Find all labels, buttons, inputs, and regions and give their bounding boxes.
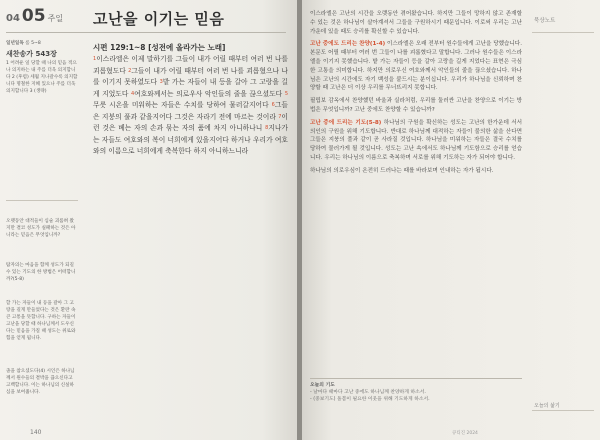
verse-number: 8 bbox=[265, 125, 269, 131]
sidebar-note-2: 졸을 참으셨도다(4) 시인은 하나님께서 원수들의 결박을 끊으신다고 고백합니다. 이는 하나님의 신실하심을 보여줍니다. bbox=[6, 369, 75, 395]
verse-text: 지나가는 자들도 여호와의 복이 너희에게 있을지어다 하거나 우리가 여호와의 이름으로 너희에게 축복한다 하지 아니하느니라 bbox=[93, 124, 288, 155]
section-1-title: 고난 중에도 드리는 찬양(1-4) bbox=[310, 41, 386, 48]
verse-number: 5 bbox=[284, 90, 288, 97]
section-2-title: 고난 중에 드리는 기도(5-8) bbox=[310, 119, 382, 126]
verse-text: 이런 것은 베는 자의 손과 묶는 자의 품에 차지 아니하나니 bbox=[93, 112, 288, 132]
verse-number: 6 bbox=[271, 102, 275, 108]
verse-text: 이스라엘은 이제 말하기를 그들이 내가 어릴 때부터 여러 번 나를 괴롭혔도다 bbox=[93, 55, 288, 75]
verse-text: 무릇 시온을 미워하는 자들은 수치를 당하여 물러갈지어다 bbox=[93, 101, 272, 109]
verse-number: 4 bbox=[130, 90, 135, 97]
reading-ref: 롬 5~8 bbox=[25, 41, 41, 46]
closing-paragraph: 하나님의 의로우심이 온전히 드러나는 때를 바라보며 인내하는 자가 됩시다. bbox=[310, 167, 494, 174]
verse-text: 밭 가는 자들이 내 등을 갈아 그 고랑을 길게 지었도다 bbox=[93, 78, 288, 98]
scripture-text bbox=[93, 54, 288, 158]
verse-text: 여호와께서는 의로우사 악인들의 줄을 끊으셨도다 bbox=[134, 89, 285, 98]
right-page bbox=[302, 0, 600, 440]
verse-text: 그들이 내가 어릴 때부터 여러 번 나를 괴롭혔으나 나를 이기지 못하였도다 bbox=[93, 66, 288, 86]
day-of-week: 주일 bbox=[47, 14, 64, 23]
left-page bbox=[0, 0, 298, 440]
hymn-lyrics: 1 어려운 일 당할 때 나의 믿음 적으나 의지하는 내 주를 더욱 의지합니다 2 (후렴) 세월 지나갈수록 의지합니다 명철한 지혜 있으나 주를 더욱 의지합니다 3 (생략) bbox=[6, 61, 78, 94]
verse-number: 2 bbox=[128, 67, 132, 74]
sidebar-note-1: 할 가는 자들이 내 등을 갈아 그 고랑을 길게 만들었다는 것은 환란 속 큰 고통을 뜻합니다. 구하는 자들이 고난을 당할 때 하나님께서 도우신다는 믿음을 가질 때 성도는 위로와 힘을 얻게 됩니다. bbox=[6, 301, 76, 341]
verse-number: 1 bbox=[93, 56, 97, 62]
verse-number: 3 bbox=[159, 79, 163, 85]
sidebar-divider bbox=[6, 200, 78, 201]
week-number: 04 bbox=[6, 13, 20, 24]
section-1 bbox=[310, 40, 522, 93]
day-number: 05 bbox=[21, 6, 46, 26]
section-2-body: 하나님의 구원을 확신하는 성도는 고난의 한가운데 서서 의인의 구원을 위해 기도합니다. 반대로 하나님께 대적하는 자들이 불의한 삶을 산다면 그들은 지붕의 풀과 같이 곧 사라질 것입니다. 하나님을 미워하는 자들은 결국 수치를 당하여 물러가게 될 것입니다. 성도는 고난 속에서도 하나님께 기도함으로 승리를 얻습니다. 우리는 하나님의 이름으로 축복하며 서로를 위해 기도하는 자가 되어야 합니다. bbox=[310, 119, 523, 161]
sidebar-question-1: 오랫동안 대적들이 심술 괴롭혀 왔지만 결코 성도가 실패하는 것은 아니라는 믿음은 무엇입니까? bbox=[6, 219, 76, 238]
prayer-box bbox=[310, 382, 522, 403]
section-1-body: 이스라엘은 오래 전부터 원수들에게 고난을 당했습니다. 본문도 어릴 때부터 여러 번 그들이 나를 괴롭혔다고 말합니다. 그러나 원수들은 이스라엘을 이기지 못했습니다. 밭 가는 자들이 등을 갈아 고랑을 길게 지었다는 표현은 극심한 고통을 의미합니다. 하지만 의로우신 여호와께서 악인들의 줄을 끊으셨습니다. 하나님은 고난의 시간에도 자기 백성을 붙드시는 분이십니다. 우리가 하나님을 신뢰하며 찬양할 때 고난은 더 이상 우리를 무너뜨리지 못합니다. bbox=[310, 41, 522, 92]
prayer-divider bbox=[310, 378, 522, 379]
page-footer: 큐티진 2024 bbox=[452, 431, 478, 436]
daily-life-line bbox=[532, 410, 594, 411]
reading-label: 일년일독 bbox=[6, 41, 24, 46]
note-sidebar-line bbox=[532, 32, 594, 33]
section-2 bbox=[310, 119, 522, 163]
commentary-column bbox=[310, 10, 522, 180]
page-title: 고난을 이기는 믿음 bbox=[93, 10, 225, 28]
prayer-item-2: - (중보기도) 돌봄이 필요한 이웃을 위해 기도하게 하소서. bbox=[310, 397, 430, 402]
verse-text: 그들은 지붕의 풀과 같을지어다 그것은 자라기 전에 마르는 것이라 bbox=[93, 101, 288, 121]
prayer-title: 오늘의 기도 bbox=[310, 383, 335, 388]
scripture-heading: 시편 129:1~8 [성전에 올라가는 노래] bbox=[93, 43, 226, 52]
page-number: 140 bbox=[30, 429, 42, 436]
daily-life-label: 오늘의 삶기 bbox=[534, 403, 560, 409]
verse-number: 7 bbox=[278, 113, 282, 120]
prayer-item-1: - 날마다 때마다 고난 중에도 하나님께 찬양하게 하소서. bbox=[310, 390, 426, 395]
header-divider bbox=[6, 32, 286, 33]
date-header bbox=[6, 6, 63, 26]
note-sidebar-label: 묵상노트 bbox=[534, 18, 556, 24]
sidebar-question-2: 탐자의는 마음을 함께 성도가 되길 수 있는 기도의 한 방법은 어떠합니까?(5-8) bbox=[6, 263, 76, 282]
sidebar-reading bbox=[6, 40, 78, 95]
intro-paragraph: 이스라엘은 고난의 시간을 오랫동안 겪어왔습니다. 하지만 그들이 망하지 않고 존재할 수 있는 것은 하나님이 살아계셔서 그들을 구원하시기 때문입니다. 이로써 우리는 고난 가운데 있을 때도 승리를 확신할 수 있습니다. bbox=[310, 11, 522, 35]
reflection-question: 필립보 감옥에서 찬양했던 바울과 실라처럼, 우리를 둘러싼 고난을 찬양으로 이기는 방법은 무엇입니까? 고난 중에도 찬양할 수 있습니까? bbox=[310, 98, 522, 113]
hymn-count: 새찬송가 543장 bbox=[6, 50, 57, 58]
